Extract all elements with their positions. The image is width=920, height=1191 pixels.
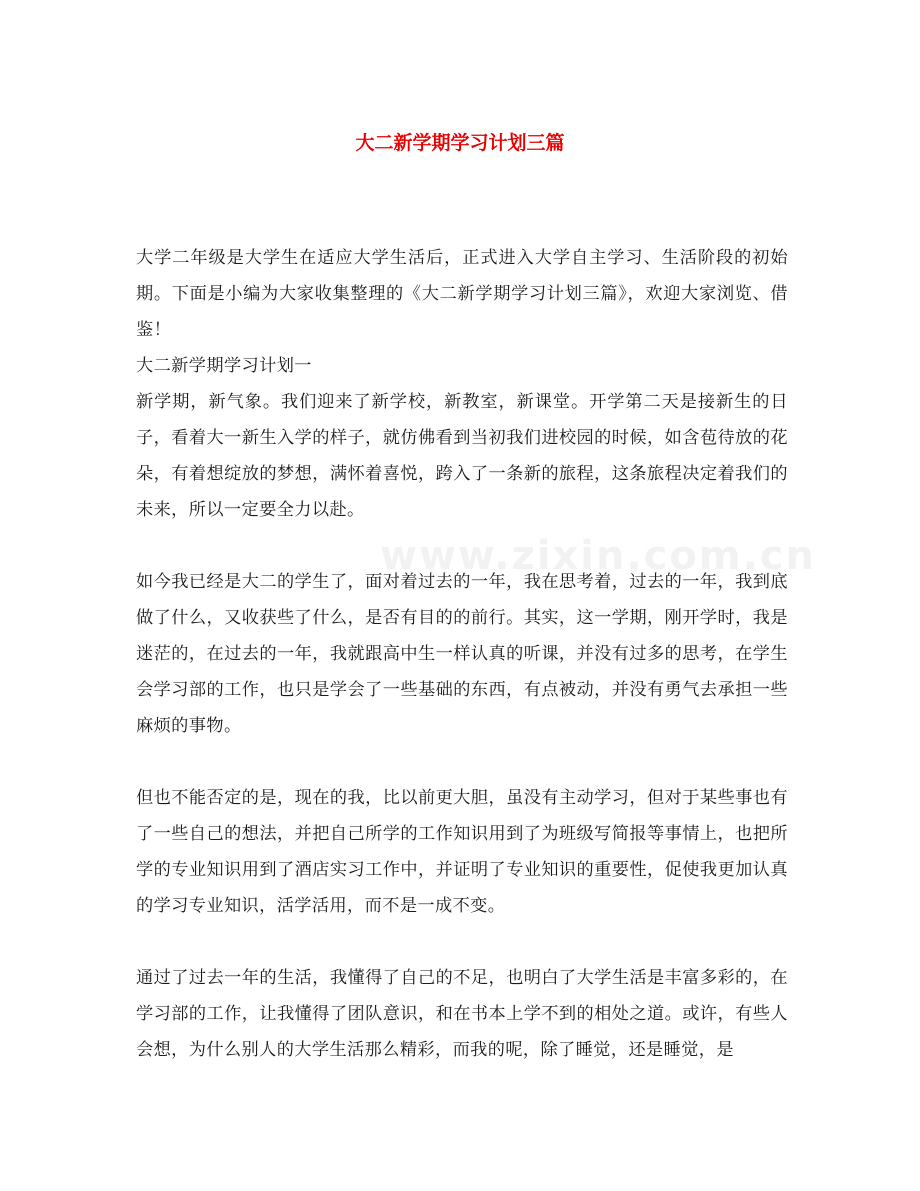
intro-paragraph: 大学二年级是大学生在适应大学生活后，正式进入大学自主学习、生活阶段的初始期。下面是小编为大家收集整理的《大二新学期学习计划三篇》，欢迎大家浏览、借鉴！: [136, 248, 788, 340]
document-title: 大二新学期学习计划三篇: [355, 132, 565, 154]
body-paragraph: 通过了过去一年的生活，我懂得了自己的不足，也明白了大学生活是丰富多彩的，在学习部的工作，让我懂得了团队意识，和在书本上学不到的相处之道。或许，有些人会想，为什么别人的大学生活那么精彩，而我的呢，除了睡觉，还是睡觉，是: [136, 968, 788, 1060]
section-heading: 大二新学期学习计划一: [136, 356, 312, 376]
body-paragraph: 但也不能否定的是，现在的我，比以前更大胆，虽没有主动学习，但对于某些事也有了一些自己的想法，并把自己所学的工作知识用到了为班级写简报等事情上，也把所学的专业知识用到了酒店实习工作中，并证明了专业知识的重要性，促使我更加认真的学习专业知识，活学活用，而不是一成不变。: [136, 788, 788, 916]
body-paragraph: 如今我已经是大二的学生了，面对着过去的一年，我在思考着，过去的一年，我到底做了什么，又收获些了什么，是否有目的的前行。其实，这一学期，刚开学时，我是迷茫的，在过去的一年，我就跟高中生一样认真的听课，并没有过多的思考，在学生会学习部的工作，也只是学会了一些基础的东西，有点被动，并没有勇气去承担一些麻烦的事物。: [136, 572, 788, 736]
body-paragraph: 新学期，新气象。我们迎来了新学校，新教室，新课堂。开学第二天是接新生的日子，看着大一新生入学的样子，就仿佛看到当初我们进校园的时候，如含苞待放的花朵，有着想绽放的梦想，满怀着喜悦，跨入了一条新的旅程，这条旅程决定着我们的未来，所以一定要全力以赴。: [136, 392, 788, 520]
paragraph-gap: [136, 744, 788, 780]
paragraph-gap: [136, 924, 788, 960]
document-body: [136, 240, 788, 1068]
watermark: www.zixin.com.cn: [380, 533, 816, 579]
paragraph-gap: [136, 528, 788, 564]
